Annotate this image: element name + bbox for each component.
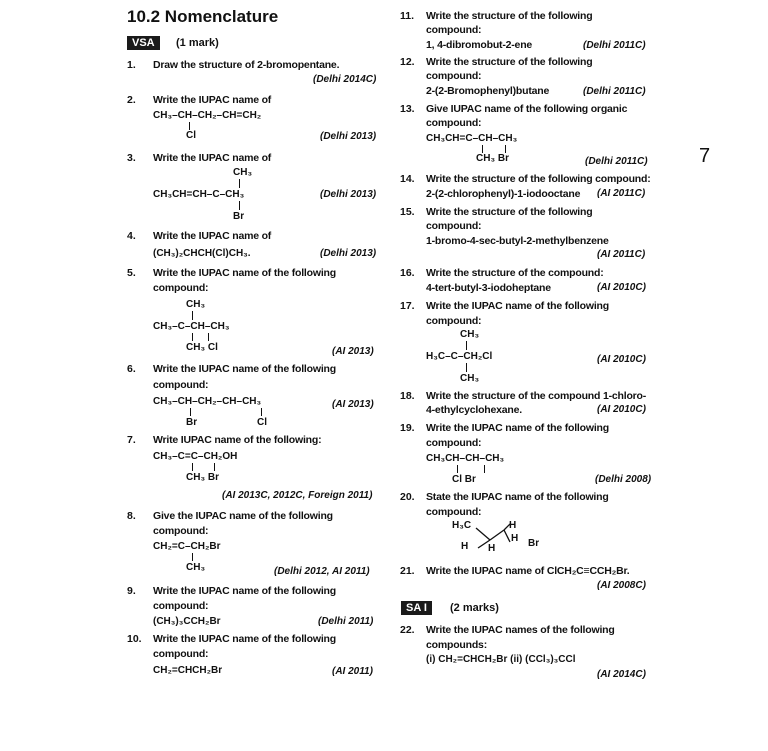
q15-source: (AI 2011C) <box>597 249 646 260</box>
q17-top-group: CH₃ <box>460 329 480 340</box>
q20-atom-h-left: H <box>461 541 469 552</box>
q8-substituent: CH₃ <box>186 562 206 573</box>
q9-formula: (CH₃)₃CCH₂Br <box>153 616 221 627</box>
q21-number: 21. <box>400 565 415 577</box>
q12-number: 12. <box>400 56 415 68</box>
q6-text-line2: compound: <box>153 379 209 391</box>
q6-number: 6. <box>127 363 136 375</box>
q3-substituent: Br <box>233 211 245 222</box>
q19-bond-right <box>484 465 485 473</box>
q10-text-line1: Write the IUPAC name of the following <box>153 633 336 645</box>
q5-formula: CH₃–C–CH–CH₃ <box>153 321 230 332</box>
q13-text-line1: Give IUPAC name of the following organic <box>426 103 628 115</box>
q19-number: 19. <box>400 422 415 434</box>
q17-number: 17. <box>400 300 415 312</box>
q12-source: (Delhi 2011C) <box>583 86 646 97</box>
q3-top-group: CH₃ <box>233 167 253 178</box>
q6-bond-left <box>190 408 191 416</box>
q11-text-line2: compound: <box>426 24 482 36</box>
q19-formula: CH₃CH–CH–CH₃ <box>426 453 505 464</box>
q18-text-line1: Write the structure of the compound 1-chloro- <box>426 390 647 402</box>
q15-text-line2: compound: <box>426 220 482 232</box>
q9-number: 9. <box>127 585 136 597</box>
q20-atom-h3c: H₃C <box>452 520 472 531</box>
q13-source: (Delhi 2011C) <box>585 156 648 167</box>
q20-number: 20. <box>400 491 415 503</box>
q6-formula: CH₃–CH–CH₂–CH–CH₃ <box>153 396 262 407</box>
q19-text-line1: Write the IUPAC name of the following <box>426 422 609 434</box>
q6-substituent-cl: Cl <box>257 417 267 428</box>
q17-text-line2: compound: <box>426 315 482 327</box>
q14-text-line2: 2-(2-chlorophenyl)-1-iodooctane <box>426 188 581 200</box>
q7-bond-right <box>214 463 215 471</box>
q8-bond <box>192 553 193 561</box>
q14-source: (AI 2011C) <box>597 188 646 199</box>
q7-source: (AI 2013C, 2012C, Foreign 2011) <box>222 490 373 501</box>
q10-number: 10. <box>127 633 142 645</box>
q6-text-line1: Write the IUPAC name of the following <box>153 363 336 375</box>
q12-text-line1: Write the structure of the following <box>426 56 593 68</box>
q5-text-line1: Write the IUPAC name of the following <box>153 267 336 279</box>
q6-substituent-br: Br <box>186 417 198 428</box>
q1-text: Draw the structure of 2-bromopentane. <box>153 59 340 71</box>
q7-substituents: CH₃ Br <box>186 472 219 483</box>
q13-number: 13. <box>400 103 415 115</box>
q8-formula: CH₂=C–CH₂Br <box>153 541 221 552</box>
sa-marks: (2 marks) <box>450 602 499 614</box>
q1-source: (Delhi 2014C) <box>313 74 377 85</box>
q9-text-line2: compound: <box>153 600 209 612</box>
q5-number: 5. <box>127 267 136 279</box>
q7-text: Write IUPAC name of the following: <box>153 434 322 446</box>
q2-formula: CH₃–CH–CH₂–CH=CH₂ <box>153 110 262 121</box>
page-number: 7 <box>699 145 711 167</box>
q16-number: 16. <box>400 267 415 279</box>
q21-text: Write the IUPAC name of ClCH₂C≡CCH₂Br. <box>426 565 630 577</box>
q4-number: 4. <box>127 230 136 242</box>
q18-text-line2: 4-ethylcyclohexane. <box>426 404 522 416</box>
q3-text: Write the IUPAC name of <box>153 152 272 164</box>
q15-text-line3: 1-bromo-4-sec-butyl-2-methylbenzene <box>426 235 609 247</box>
q17-bond-top <box>466 341 467 350</box>
q16-text-line2: 4-tert-butyl-3-iodoheptane <box>426 282 551 294</box>
q12-text-line2: compound: <box>426 70 482 82</box>
q20-bond-2 <box>490 530 504 540</box>
q9-source: (Delhi 2011) <box>318 616 374 627</box>
q13-bond-right <box>505 145 506 153</box>
q1-number: 1. <box>127 59 136 71</box>
q20-atom-h-bottom: H <box>488 543 496 554</box>
q2-source: (Delhi 2013) <box>320 131 377 142</box>
q4-text: Write the IUPAC name of <box>153 230 272 242</box>
q14-number: 14. <box>400 173 415 185</box>
q22-text-line1: Write the IUPAC names of the following <box>426 624 615 636</box>
q22-text-line2: compounds: <box>426 639 487 651</box>
q19-substituents: Cl Br <box>452 474 476 485</box>
q9-text-line1: Write the IUPAC name of the following <box>153 585 336 597</box>
q22-number: 22. <box>400 624 415 636</box>
q13-substituents: CH₃ Br <box>476 153 509 164</box>
q7-bond-left <box>192 463 193 471</box>
q5-top-group: CH₃ <box>186 299 206 310</box>
q2-number: 2. <box>127 94 136 106</box>
q19-bond-left <box>457 465 458 473</box>
q8-text-line2: compound: <box>153 525 209 537</box>
q3-formula: CH₃CH=CH–C–CH₃ <box>153 189 245 200</box>
q3-source: (Delhi 2013) <box>320 189 377 200</box>
q11-text-line1: Write the structure of the following <box>426 10 593 22</box>
q3-number: 3. <box>127 152 136 164</box>
q21-source: (AI 2008C) <box>597 580 646 591</box>
q8-text-line1: Give the IUPAC name of the following <box>153 510 333 522</box>
q5-text-line2: compound: <box>153 282 209 294</box>
q20-bond-1 <box>476 528 490 540</box>
q12-text-line3: 2-(2-Bromophenyl)butane <box>426 85 550 97</box>
vsa-marks: (1 mark) <box>176 37 219 49</box>
q19-source: (Delhi 2008) <box>595 474 652 485</box>
q18-number: 18. <box>400 390 415 402</box>
vsa-badge: VSA <box>127 36 160 50</box>
q19-text-line2: compound: <box>426 437 482 449</box>
q14-text-line1: Write the structure of the following compound: <box>426 173 651 185</box>
q11-text-line3: 1, 4-dibromobut-2-ene <box>426 39 533 51</box>
q5-bond-top <box>192 311 193 320</box>
q2-substituent: Cl <box>186 130 196 141</box>
q13-formula: CH₃CH=C–CH–CH₃ <box>426 133 518 144</box>
q5-substituents: CH₃ Cl <box>186 342 218 353</box>
q3-bond-top <box>239 179 240 188</box>
q15-number: 15. <box>400 206 415 218</box>
sa-badge: SA I <box>401 601 432 615</box>
q10-text-line2: compound: <box>153 648 209 660</box>
q4-source: (Delhi 2013) <box>320 248 377 259</box>
q10-formula: CH₂=CHCH₂Br <box>153 665 223 676</box>
q20-atom-br: Br <box>528 538 540 549</box>
q2-text: Write the IUPAC name of <box>153 94 272 106</box>
q5-bond-left <box>192 333 193 341</box>
q17-source: (AI 2010C) <box>597 354 646 365</box>
q13-text-line2: compound: <box>426 117 482 129</box>
q20-atom-h-top: H <box>509 520 517 531</box>
q17-text-line1: Write the IUPAC name of the following <box>426 300 609 312</box>
q17-bond-bottom <box>466 363 467 372</box>
q3-bond-bottom <box>239 201 240 210</box>
q20-bond-4 <box>504 530 510 542</box>
q10-source: (AI 2011) <box>332 666 373 677</box>
q20-atom-h-mid: H <box>511 533 519 544</box>
q17-formula: H₃C–C–CH₂Cl <box>426 351 493 362</box>
q17-bottom-group: CH₃ <box>460 373 480 384</box>
q8-number: 8. <box>127 510 136 522</box>
q11-number: 11. <box>400 10 415 22</box>
q7-number: 7. <box>127 434 136 446</box>
q22-compounds: (i) CH₂=CHCH₂Br (ii) (CCl₃)₃CCl <box>426 654 576 665</box>
q6-bond-right <box>261 408 262 416</box>
q7-formula: CH₃–C=C–CH₂OH <box>153 451 238 462</box>
q5-bond-right <box>208 333 209 341</box>
q20-text-line2: compound: <box>426 506 482 518</box>
q4-formula: (CH₃)₂CHCH(Cl)CH₃. <box>153 248 251 259</box>
q11-source: (Delhi 2011C) <box>583 40 646 51</box>
q15-text-line1: Write the structure of the following <box>426 206 593 218</box>
q2-bond <box>189 122 190 130</box>
q16-text-line1: Write the structure of the compound: <box>426 267 604 279</box>
q6-source: (AI 2013) <box>332 399 374 410</box>
q5-source: (AI 2013) <box>332 346 374 357</box>
section-title: 10.2 Nomenclature <box>127 7 279 26</box>
q20-text-line1: State the IUPAC name of the following <box>426 491 609 503</box>
q22-source: (AI 2014C) <box>597 669 646 680</box>
q16-source: (AI 2010C) <box>597 282 646 293</box>
q13-bond-left <box>482 145 483 153</box>
q18-source: (AI 2010C) <box>597 404 646 415</box>
q8-source: (Delhi 2012, AI 2011) <box>274 566 370 577</box>
